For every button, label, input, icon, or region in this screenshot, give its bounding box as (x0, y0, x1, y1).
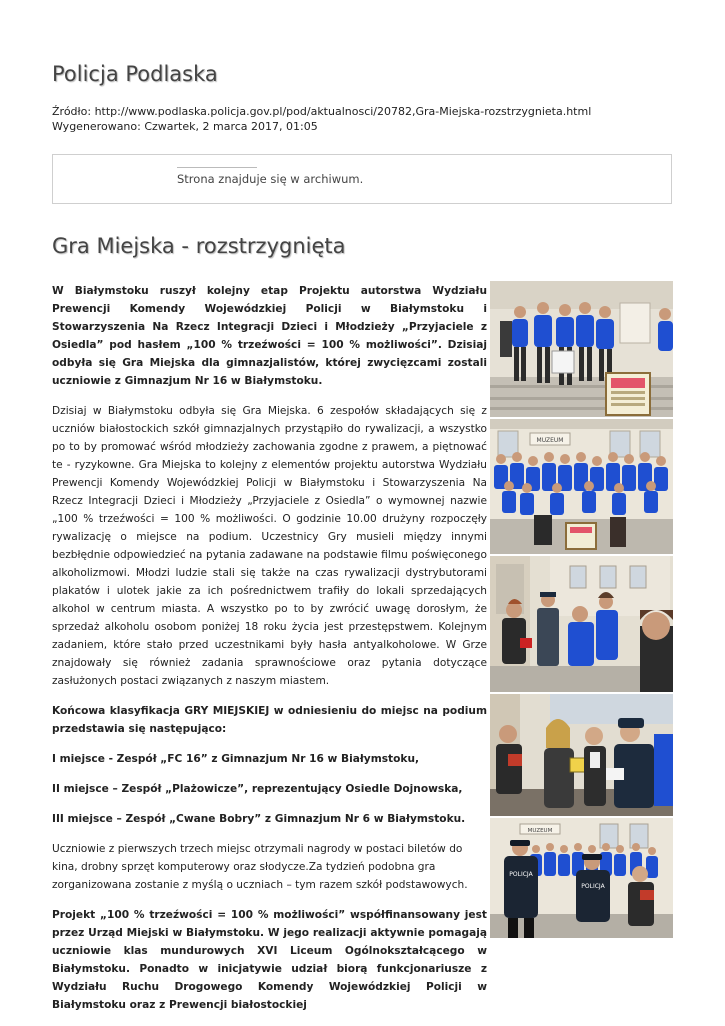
site-title: Policja Podlaska (52, 62, 218, 86)
project-paragraph: Projekt „100 % trzeźwości = 100 % możliwości” współfinansowany jest przez Urząd Miejski w Białymstoku. W jego realizacji aktywnie pomagają uczniowie klas mundurowych XVI Liceum Ogólnokształcącego w Białymstoku. Ponadto w inicjatywie udział biorą funkcjonariusze z Wydziału Ruchu Drogowego Komendy Wojewódzkiej Policji w Białymstoku oraz z Prewencji białostockiej (52, 909, 487, 1011)
meta-info (52, 104, 591, 134)
photo-officer-questions (490, 694, 673, 816)
source-url: Źródło: http://www.podlaska.policja.gov.pl/pod/aktualnosci/20782,Gra-Miejska-rozstrzygnieta.html (52, 105, 592, 118)
police-label: POLICJA (509, 871, 533, 878)
photo-street-scene (490, 556, 673, 692)
article-body (52, 282, 487, 1026)
ranking-intro: Końcowa klasyfikacja GRY MIEJSKIEJ w odniesieniu do miejsc na podium przedstawia się następująco: (52, 705, 487, 735)
police-label-2: POLICJA (581, 883, 605, 890)
archive-notice-box (52, 154, 672, 204)
archive-divider (177, 167, 257, 168)
ranking-place-1: I miejsce - Zespół „FC 16” z Gimnazjum Nr 16 w Białymstoku, (52, 753, 420, 765)
generated-date: Wygenerowano: Czwartek, 2 marca 2017, 01:05 (52, 120, 318, 133)
archive-notice: Strona znajduje się w archiwum. (177, 172, 364, 186)
museum-sign: MUZEUM (536, 437, 564, 444)
photo-column (490, 281, 673, 940)
prizes-paragraph: Uczniowie z pierwszych trzech miejsc otrzymali nagrody w postaci biletów do kina, drobny sprzęt komputerowy oraz słodycze.Za tydzień podobna gra zorganizowana zostanie z myślą o uczniach – tym razem szkół podstawowych. (52, 843, 468, 891)
article-lead: W Białymstoku ruszył kolejny etap Projektu autorstwa Wydziału Prewencji Komendy Wojewódzkiej Policji w Białymstoku i Stowarzyszenia Na Rzecz Integracji Dzieci i Młodzieży „Przyjaciele z Osiedla” pod hasłem „100 % trzeźwości = 100 % możliwości”. Dzisiaj odbyła się Gra Miejska dla gimnazjalistów, której zwycięzcami zostali uczniowie z Gimnazjum Nr 16 w Białymstoku. (52, 285, 487, 387)
article-title: Gra Miejska - rozstrzygnięta (52, 234, 346, 258)
ranking-place-3: III miejsce – Zespół „Cwane Bobry” z Gimnazjum Nr 6 w Białymstoku. (52, 813, 466, 825)
article-paragraph: Dzisiaj w Białymstoku odbyła się Gra Miejska. 6 zespołów składających się z uczniów białostockich szkół gimnazjalnych przystąpiło do rywalizacji, a wszystko po to by promować wśród młodzieży zachowania zgodne z prawem, a piętnować te - ryzykowne. Gra Miejska to kolejny z elementów projektu autorstwa Wydziału Prewencji Komendy Wojewódzkiej Policji w Białymstoku i Stowarzyszenia Na Rzecz Integracji Dzieci i Młodzieży „Przyjaciele z Osiedla” o wymownej nazwie „100 % trzeźwości = 100 % możliwości. O godzinie 10.00 drużyny rozpoczęły rywalizację o miejsce na podium. Uczestnicy Gry musieli między innymi bezbłędnie odpowiedzieć na pytania zadawane na podstawie filmu poświęconego alkoholizmowi. Młodzi ludzie stali się także na czas rywalizacji dystrybutorami plakatów i ulotek jakie za ich pośrednictwem trafiły do lokali sprzedających alkohol w centrum miasta. A wszystko po to by zwrócić uwagę dorosłym, że sprzedaż alkoholu osobom poniżej 18 roku życia jest przestępstwem. Kolejnym zadaniem, które stało przed uczestnikami były hasła antyalkoholowe. W Grze znajdowały się również zadania sprawnościowe oraz pytania dotyczące zasłużonych postaci związanych z naszym miastem. (52, 405, 487, 687)
museum-sign-2: MUZEUM (527, 828, 553, 834)
ranking-place-2: II miejsce – Zespół „Plażowicze”, reprezentujący Osiedle Dojnowska, (52, 783, 463, 795)
photo-museum-group (490, 419, 673, 554)
photo-police-group (490, 818, 673, 938)
photo-group-stairs (490, 281, 673, 417)
